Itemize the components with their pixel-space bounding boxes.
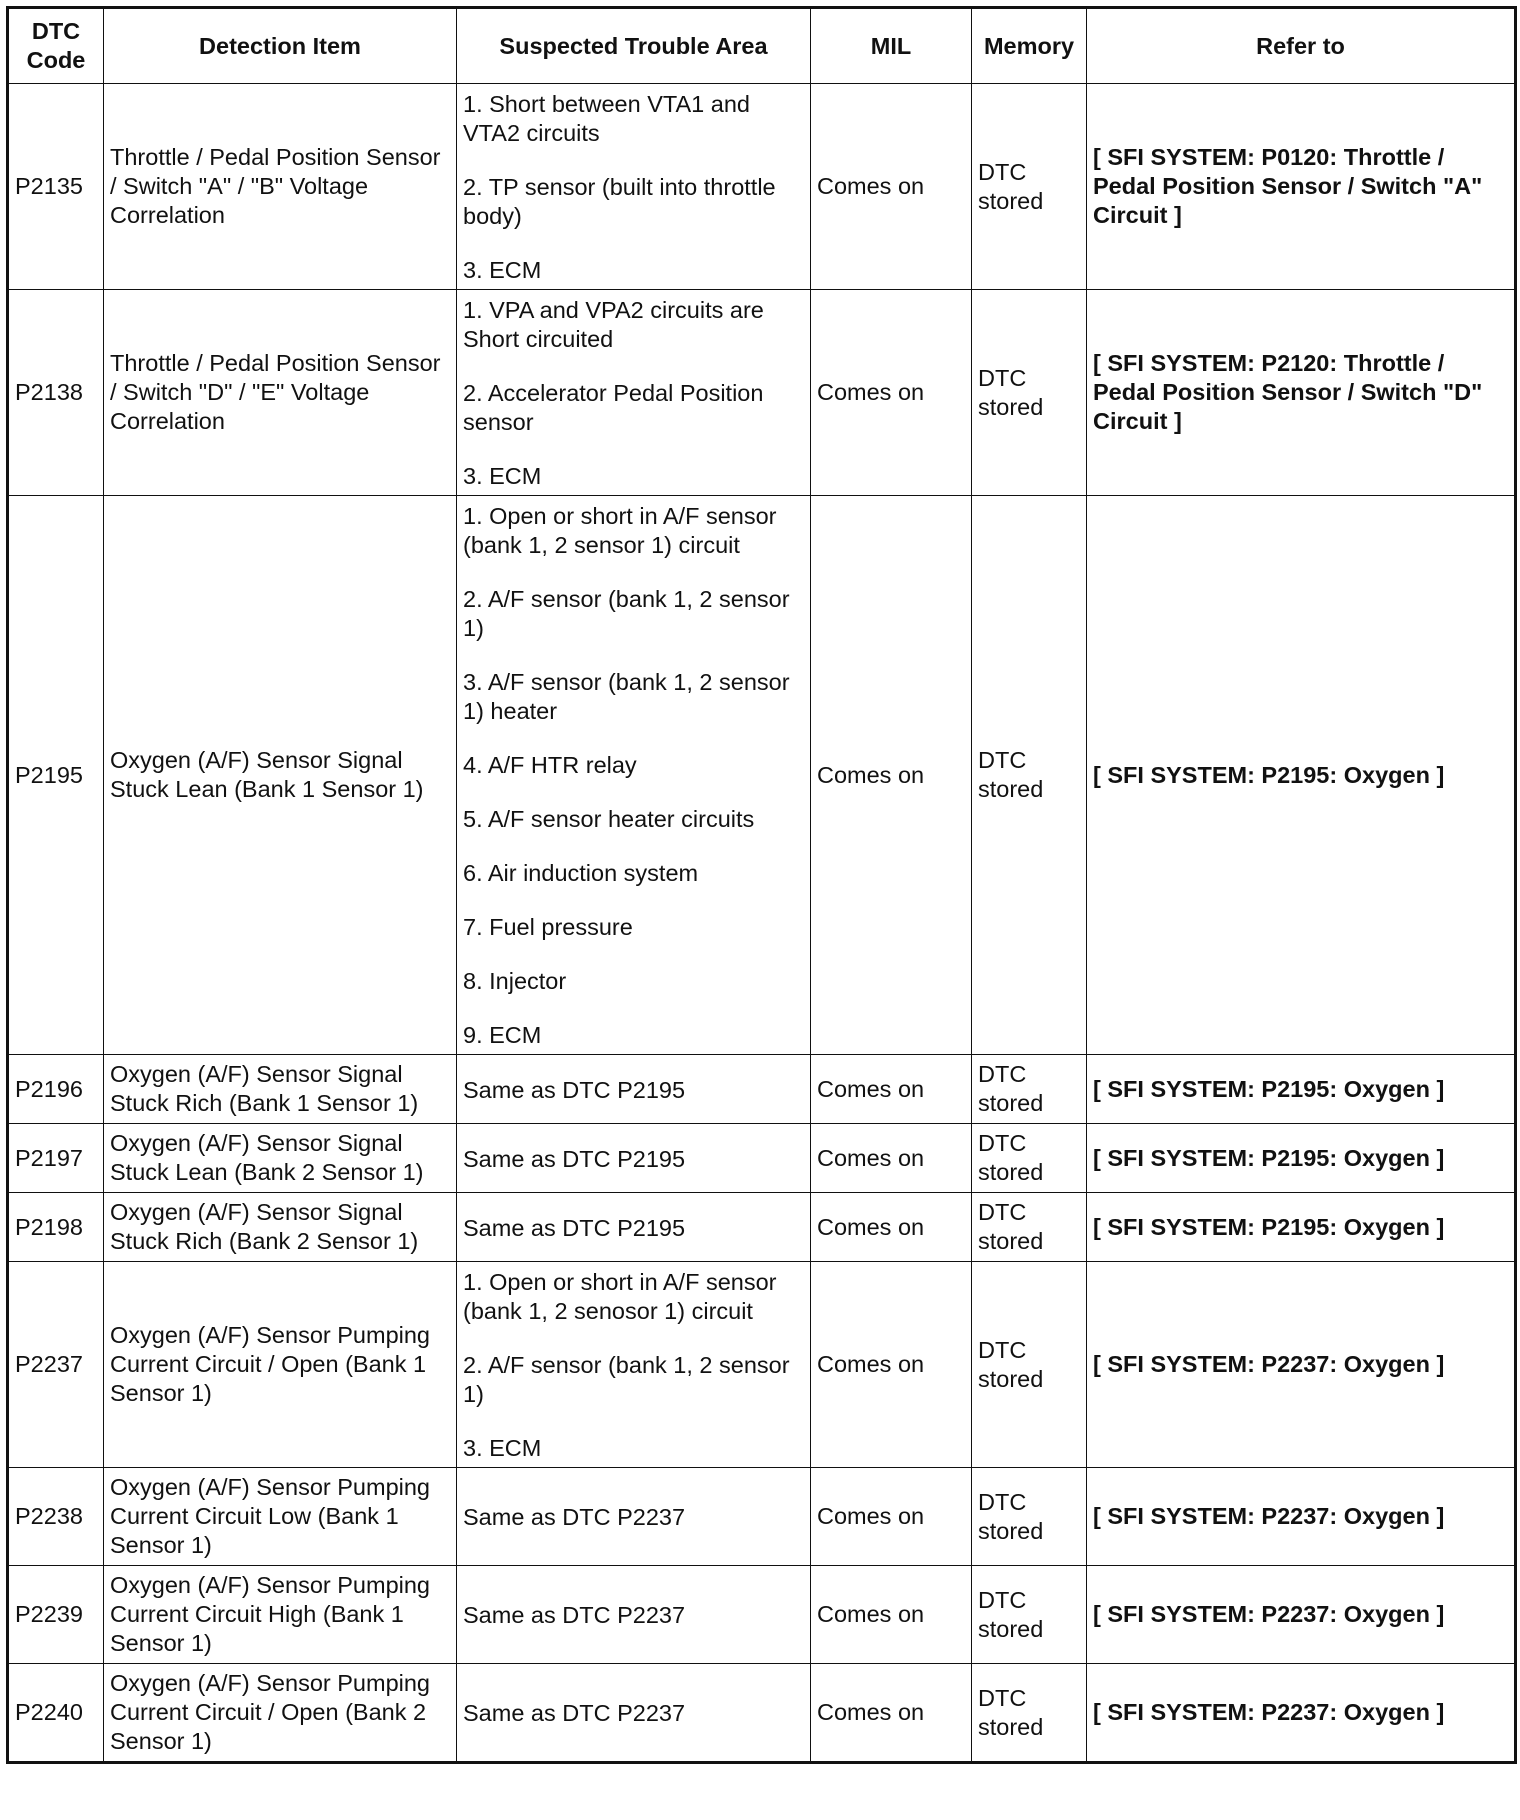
trouble-item: 4. A/F HTR relay: [463, 752, 637, 778]
memory-line: stored: [978, 187, 1044, 214]
suspected-trouble-area-cell: [457, 290, 811, 496]
detection-item-cell: Oxygen (A/F) Sensor Signal Stuck Lean (Bank 2 Sensor 1): [104, 1124, 457, 1193]
refer-to-cell: [ SFI SYSTEM: P2195: Oxygen ]: [1087, 1055, 1516, 1124]
suspected-trouble-area-cell: [457, 1262, 811, 1468]
memory-cell: [972, 1468, 1087, 1566]
suspected-trouble-area-cell: [457, 1193, 811, 1262]
dtc-code-cell: P2135: [8, 84, 104, 290]
trouble-item: 2. A/F sensor (bank 1, 2 sensor 1): [463, 1352, 790, 1407]
memory-line: stored: [978, 1615, 1044, 1642]
memory-line: stored: [978, 776, 1044, 802]
dtc-code-cell: P2238: [8, 1468, 104, 1566]
header-row: [8, 8, 1516, 84]
suspected-trouble-area-cell: [457, 1055, 811, 1124]
mil-cell: Comes on: [811, 290, 972, 496]
memory-line: stored: [978, 1228, 1044, 1254]
memory-cell: [972, 290, 1087, 496]
memory-cell: [972, 1055, 1087, 1124]
trouble-item: 2. Accelerator Pedal Position sensor: [463, 380, 764, 435]
memory-line: stored: [978, 393, 1044, 420]
memory-line: stored: [978, 1159, 1044, 1185]
table-row: [8, 1055, 1516, 1124]
mil-cell: Comes on: [811, 496, 972, 1055]
trouble-item: 8. Injector: [463, 968, 567, 994]
header-mil: MIL: [811, 8, 972, 84]
mil-cell: Comes on: [811, 1262, 972, 1468]
memory-line: DTC: [978, 158, 1027, 185]
memory-cell: [972, 496, 1087, 1055]
memory-cell: [972, 1566, 1087, 1664]
memory-line: DTC: [978, 1586, 1027, 1613]
header-suspected-trouble-area: Suspected Trouble Area: [457, 8, 811, 84]
dtc-code-cell: P2198: [8, 1193, 104, 1262]
suspected-trouble-area-cell: [457, 1468, 811, 1566]
detection-item-cell: Oxygen (A/F) Sensor Pumping Current Circuit / Open (Bank 1 Sensor 1): [104, 1262, 457, 1468]
mil-cell: Comes on: [811, 1664, 972, 1763]
table-row: [8, 1262, 1516, 1468]
suspected-trouble-area-cell: [457, 1124, 811, 1193]
dtc-table: [6, 6, 1517, 1764]
header-dtc-code-line: Code: [26, 47, 86, 73]
suspected-trouble-area-cell: [457, 496, 811, 1055]
dtc-code-cell: P2196: [8, 1055, 104, 1124]
table-row: [8, 290, 1516, 496]
memory-cell: [972, 1262, 1087, 1468]
trouble-item: 6. Air induction system: [463, 860, 699, 886]
memory-line: DTC: [978, 364, 1027, 391]
mil-cell: Comes on: [811, 1124, 972, 1193]
refer-to-cell: [ SFI SYSTEM: P2237: Oxygen ]: [1087, 1468, 1516, 1566]
memory-line: stored: [978, 1713, 1044, 1740]
header-dtc-code: [8, 8, 104, 84]
memory-line: stored: [978, 1517, 1044, 1544]
mil-cell: Comes on: [811, 84, 972, 290]
detection-item-cell: Oxygen (A/F) Sensor Signal Stuck Rich (Bank 1 Sensor 1): [104, 1055, 457, 1124]
detection-item-cell: Oxygen (A/F) Sensor Signal Stuck Lean (Bank 1 Sensor 1): [104, 496, 457, 1055]
memory-line: DTC: [978, 1130, 1027, 1156]
suspected-trouble-area-cell: [457, 1664, 811, 1763]
refer-to-cell: [ SFI SYSTEM: P2237: Oxygen ]: [1087, 1566, 1516, 1664]
memory-cell: [972, 1124, 1087, 1193]
trouble-item: Same as DTC P2195: [463, 1214, 686, 1241]
table-row: [8, 1566, 1516, 1664]
dtc-code-cell: P2237: [8, 1262, 104, 1468]
table-row: [8, 1193, 1516, 1262]
header-memory: Memory: [972, 8, 1087, 84]
mil-cell: Comes on: [811, 1468, 972, 1566]
table-row: [8, 1468, 1516, 1566]
memory-cell: [972, 1193, 1087, 1262]
header-detection-item: Detection Item: [104, 8, 457, 84]
refer-to-cell: [ SFI SYSTEM: P2237: Oxygen ]: [1087, 1664, 1516, 1763]
detection-item-cell: Oxygen (A/F) Sensor Pumping Current Circuit / Open (Bank 2 Sensor 1): [104, 1664, 457, 1763]
memory-line: DTC: [978, 1061, 1027, 1087]
trouble-item: 1. Short between VTA1 and VTA2 circuits: [463, 91, 750, 146]
trouble-item: 3. ECM: [463, 463, 542, 489]
trouble-item: 1. VPA and VPA2 circuits are Short circuited: [463, 297, 764, 352]
refer-to-cell: [ SFI SYSTEM: P2237: Oxygen ]: [1087, 1262, 1516, 1468]
trouble-item: 9. ECM: [463, 1022, 542, 1048]
trouble-item: 3. ECM: [463, 257, 542, 283]
dtc-code-cell: P2138: [8, 290, 104, 496]
suspected-trouble-area-cell: [457, 84, 811, 290]
dtc-code-cell: P2239: [8, 1566, 104, 1664]
table-row: [8, 1664, 1516, 1763]
trouble-item: Same as DTC P2195: [463, 1145, 686, 1172]
memory-line: stored: [978, 1365, 1044, 1392]
trouble-item: 2. A/F sensor (bank 1, 2 sensor 1): [463, 586, 790, 641]
dtc-code-cell: P2195: [8, 496, 104, 1055]
memory-line: DTC: [978, 1336, 1027, 1363]
refer-to-cell: [ SFI SYSTEM: P2120: Throttle / Pedal Position Sensor / Switch "D" Circuit ]: [1087, 290, 1516, 496]
refer-to-cell: [ SFI SYSTEM: P2195: Oxygen ]: [1087, 496, 1516, 1055]
mil-cell: Comes on: [811, 1055, 972, 1124]
memory-line: DTC: [978, 1199, 1027, 1225]
memory-line: DTC: [978, 1684, 1027, 1711]
memory-line: DTC: [978, 747, 1027, 773]
detection-item-cell: Oxygen (A/F) Sensor Signal Stuck Rich (Bank 2 Sensor 1): [104, 1193, 457, 1262]
trouble-item: Same as DTC P2237: [463, 1700, 686, 1726]
trouble-item: 1. Open or short in A/F sensor (bank 1, 2 sensor 1) circuit: [463, 503, 777, 558]
mil-cell: Comes on: [811, 1566, 972, 1664]
detection-item-cell: Oxygen (A/F) Sensor Pumping Current Circuit Low (Bank 1 Sensor 1): [104, 1468, 457, 1566]
header-refer-to: Refer to: [1087, 8, 1516, 84]
detection-item-cell: Oxygen (A/F) Sensor Pumping Current Circuit High (Bank 1 Sensor 1): [104, 1566, 457, 1664]
dtc-code-cell: P2197: [8, 1124, 104, 1193]
mil-cell: Comes on: [811, 1193, 972, 1262]
trouble-item: Same as DTC P2237: [463, 1504, 686, 1530]
trouble-item: 3. A/F sensor (bank 1, 2 sensor 1) heater: [463, 669, 790, 724]
trouble-item: 2. TP sensor (built into throttle body): [463, 174, 776, 229]
memory-cell: [972, 84, 1087, 290]
refer-to-cell: [ SFI SYSTEM: P2195: Oxygen ]: [1087, 1193, 1516, 1262]
trouble-item: 7. Fuel pressure: [463, 914, 633, 940]
table-body: [8, 84, 1516, 1763]
suspected-trouble-area-cell: [457, 1566, 811, 1664]
memory-line: DTC: [978, 1488, 1027, 1515]
trouble-item: Same as DTC P2237: [463, 1602, 686, 1628]
dtc-code-cell: P2240: [8, 1664, 104, 1763]
detection-item-cell: Throttle / Pedal Position Sensor / Switch "A" / "B" Voltage Correlation: [104, 84, 457, 290]
memory-line: stored: [978, 1090, 1044, 1116]
table-row: [8, 496, 1516, 1055]
trouble-item: 1. Open or short in A/F sensor (bank 1, 2 senosor 1) circuit: [463, 1269, 777, 1324]
table-row: [8, 84, 1516, 290]
header-dtc-code-line: DTC: [31, 18, 81, 44]
refer-to-cell: [ SFI SYSTEM: P0120: Throttle / Pedal Position Sensor / Switch "A" Circuit ]: [1087, 84, 1516, 290]
trouble-item: 3. ECM: [463, 1435, 542, 1461]
refer-to-cell: [ SFI SYSTEM: P2195: Oxygen ]: [1087, 1124, 1516, 1193]
detection-item-cell: Throttle / Pedal Position Sensor / Switch "D" / "E" Voltage Correlation: [104, 290, 457, 496]
trouble-item: 5. A/F sensor heater circuits: [463, 806, 755, 832]
trouble-item: Same as DTC P2195: [463, 1076, 686, 1103]
table-row: [8, 1124, 1516, 1193]
memory-cell: [972, 1664, 1087, 1763]
